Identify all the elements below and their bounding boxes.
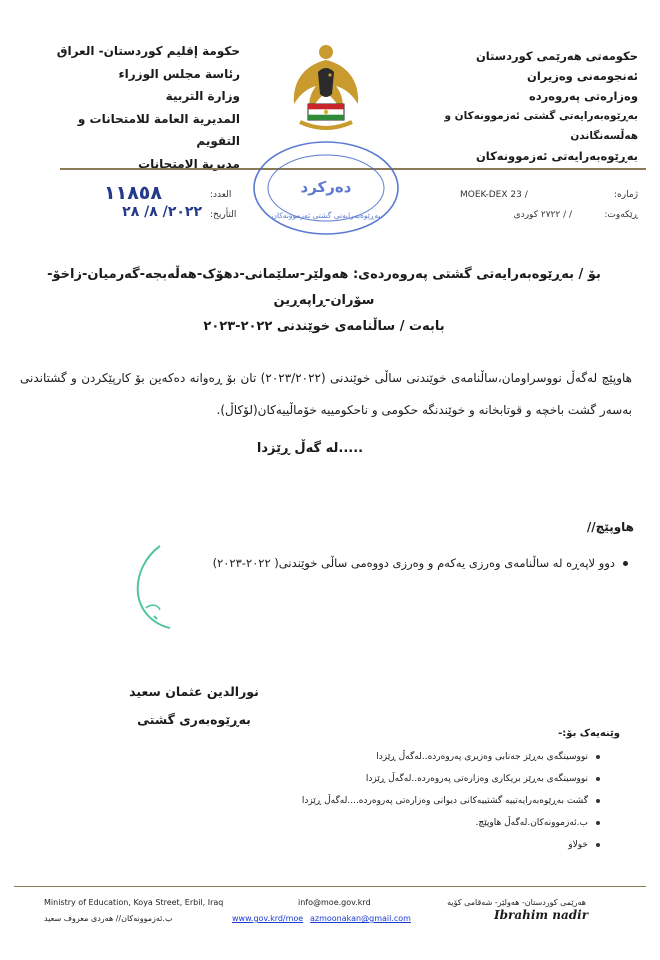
recipient-block	[24, 262, 624, 340]
body-paragraph: هاوپێچ لەگەڵ نووسراومان،ساڵنامەی خوێندنی ساڵی خوێندنی (٢٠٢٣/٢٠٢٢) تان بۆ ڕەوانە دەکەین بۆ کارپێکردن و گشتاندنی بەسەر گشت باخچە و قوتابخانە و خوێندنگە حکومی و ناحکومییە خۆماڵییەکان(لۆکاڵ).	[20, 371, 632, 417]
date-handwritten: ٢٠٢٢/ ٨/ ٢٨	[122, 204, 202, 220]
header-kurdish	[378, 46, 638, 166]
typist-name: Ibrahim nadir	[494, 908, 589, 922]
signature-block	[104, 678, 284, 734]
attachments-title: هاوپێچ//	[586, 520, 634, 534]
kurdistan-emblem-icon	[278, 42, 374, 142]
header-kurdish-line: بەڕێوەبەرایەتی گشتی ئەزموونەکان و هەڵسەنگاندن	[444, 110, 638, 142]
footer-rule	[14, 886, 646, 887]
header-arabic	[40, 40, 240, 175]
cc-item	[180, 790, 600, 812]
stamp-text: دەرکرد	[300, 178, 352, 196]
subject-line: بابەت / ساڵنامەی خوێندنی ٢٠٢٢-٢٠٢٣	[203, 319, 445, 334]
cc-title: وێنەیەک بۆ:-	[558, 728, 620, 739]
date-label-ku: ڕێکەوت:	[604, 210, 638, 220]
regards-text: .....لە گەڵ ڕێزدا	[256, 441, 364, 456]
number-label-ar: العدد:	[210, 190, 232, 200]
cc-item	[180, 812, 600, 834]
footer-address-en: Ministry of Education, Koya Street, Erbil, Iraq	[44, 898, 224, 907]
cc-list	[180, 746, 600, 856]
header-arabic-line: رئاسة مجلس الوزراء	[118, 66, 240, 81]
header-kurdish-line: حکومەتی هەرێمی کوردستان	[475, 49, 638, 63]
header-kurdish-line: وەزارەتی پەروەردە	[528, 89, 638, 103]
recipient-line: بۆ / بەڕێوەبەرایەتی گشتی پەروەردەی: هەولێر-سلێمانی-دهۆک-هەڵەبجە-گەرمیان-زاخۆ-	[47, 267, 601, 282]
cc-item-text: ب.ئەزموونەکان.لەگەڵ هاوپێچ.	[475, 818, 588, 828]
date-label-ar: التأريخ:	[210, 210, 237, 220]
header-kurdish-line: بەڕێوەبەرایەتی ئەزموونەکان	[475, 149, 638, 163]
bullet-icon	[596, 821, 600, 825]
footer-email-link[interactable]: azmoonakan@gmail.com	[310, 914, 411, 923]
number-label-ku: ژمارە:	[613, 190, 638, 200]
bullet-icon	[596, 755, 600, 759]
recipient-line: سۆران-ڕاپەڕین	[273, 293, 375, 308]
header-arabic-line: وزارة التربية	[165, 89, 240, 103]
cc-item-text: گشت بەڕێوەبەرایەتییە گشتییەکانی دیوانی وەزارەتی پەروەردە....لەگەڵ ڕێزدا	[301, 796, 588, 806]
footer-email: info@moe.gov.krd	[298, 898, 371, 907]
cc-item-text: نووسینگەی بەڕێز بریکاری وەزارەتی پەروەردە..لەگەڵ ڕێزدا	[365, 774, 588, 784]
signatory-title: بەڕێوەبەری گشتی	[137, 712, 251, 727]
date-ku: / / ٢٧٢٢ كوردى	[513, 210, 572, 220]
bullet-icon	[596, 843, 600, 847]
bullet-icon	[623, 561, 628, 566]
received-stamp	[250, 138, 402, 238]
number-handwritten: ١١٨٥٨	[104, 182, 162, 204]
number-ref: MOEK-DEX 23 /	[460, 190, 528, 200]
header-arabic-line: مديرية الامتحانات	[138, 156, 240, 171]
footer-prepared-by: ب.ئەزموونەکان// هەردی معروف سعید	[44, 914, 173, 923]
bullet-icon	[596, 799, 600, 803]
attachment-item-text: دوو لاپەڕە لە ساڵنامەی وەرزی یەکەم و وەرزی دووەمی ساڵی خوێندنی( ٢٠٢٢-٢٠٢٣)	[212, 556, 615, 570]
cc-item-text: نووسینگەی بەڕێز جەنابی وەزیری پەروەردە..لەگەڵ ڕێزدا	[376, 752, 588, 762]
cc-item-text: خولاو	[568, 840, 588, 850]
cc-item	[180, 768, 600, 790]
cc-item	[180, 834, 600, 856]
footer-website-link[interactable]: www.gov.krd/moe	[232, 914, 304, 923]
stamp-ring-text: بەڕێوەبەرایەتی گشتی ئەزموونەکان	[271, 211, 381, 220]
header-arabic-line: المديرية العامة للامتحانات و التقويم	[77, 111, 240, 148]
bullet-icon	[596, 777, 600, 781]
signatory-name: نورالدين عثمان سعيد	[129, 684, 259, 699]
header-kurdish-line: ئەنجومەنی وەزیران	[527, 69, 638, 83]
header-arabic-line: حكومة إقليم كوردستان- العراق	[56, 44, 240, 58]
cc-item	[180, 746, 600, 768]
handwritten-signature	[126, 544, 186, 630]
footer-address-ku: هەرێمی کوردستان- هەولێر- شەقامی کۆیە	[447, 898, 586, 907]
